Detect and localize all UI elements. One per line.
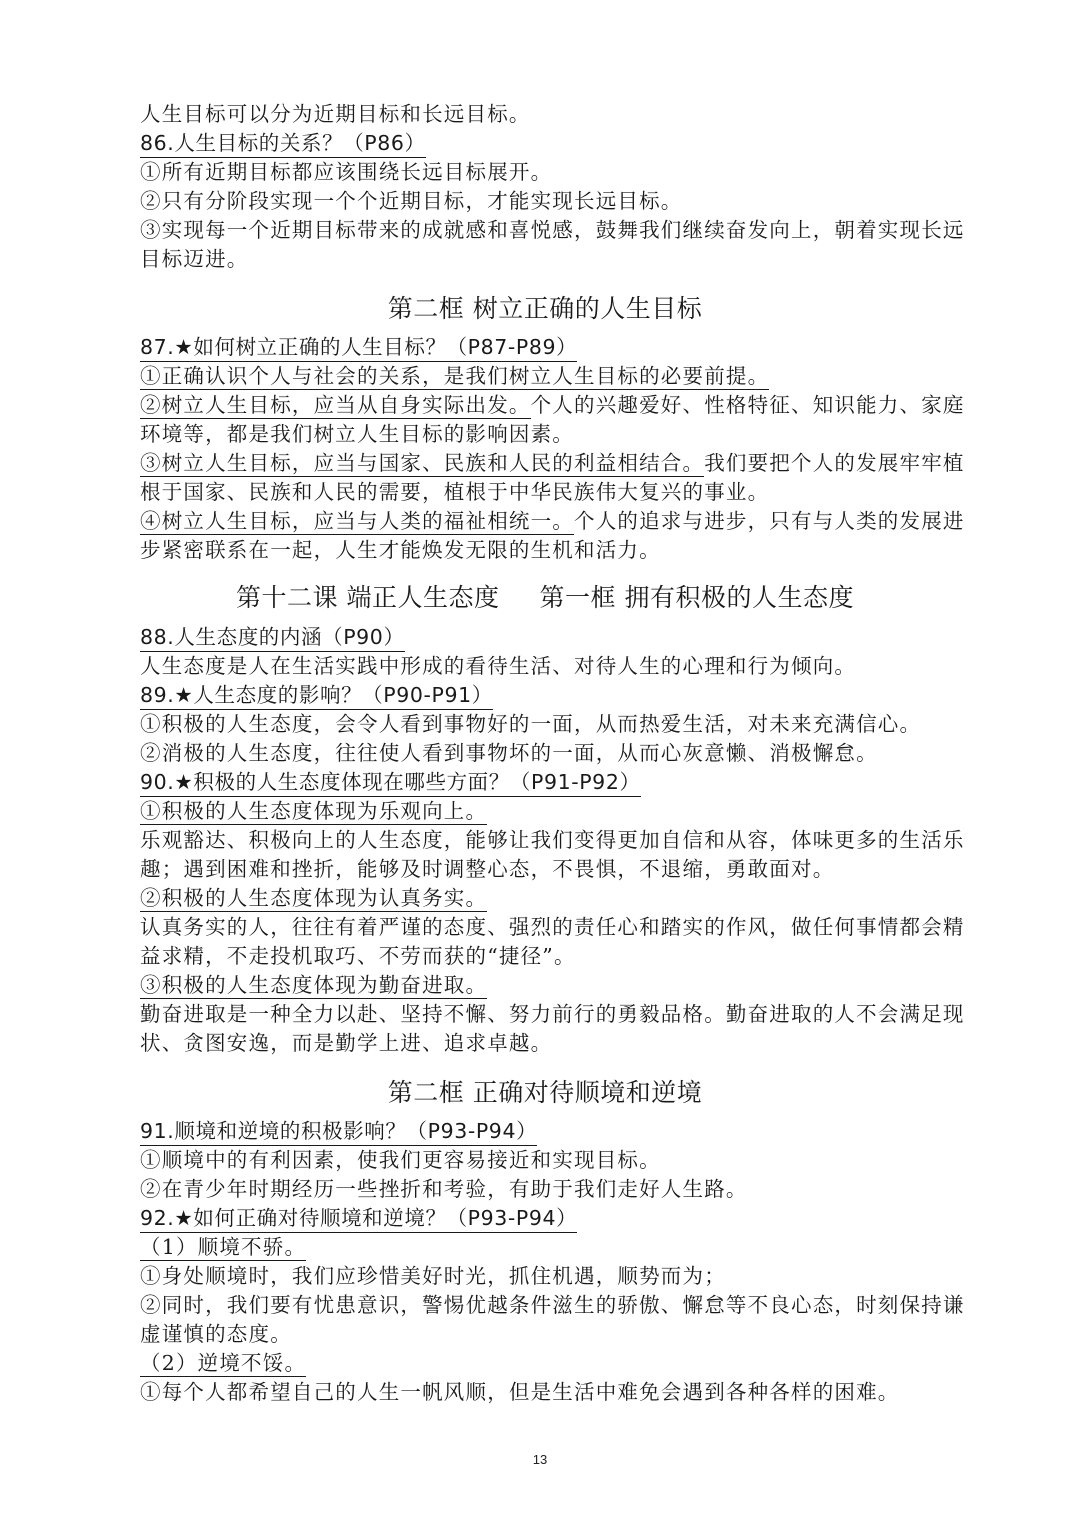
text-line: 人生目标可以分为近期目标和长远目标。 bbox=[140, 102, 531, 126]
lesson-title: 第十二课 端正人生态度 bbox=[236, 583, 500, 612]
answer-line: 目标迈进。 bbox=[140, 247, 249, 271]
key-point: ②积极的人生态度体现为认真务实。 bbox=[140, 886, 488, 910]
answer-text: 个人的追求与进步，只有与人类的发展进 bbox=[574, 509, 965, 533]
question-91 bbox=[140, 1117, 950, 1146]
answer-line bbox=[140, 797, 950, 826]
answer-line bbox=[140, 1349, 950, 1378]
answer-line: ②在青少年时期经历一些挫折和考验，有助于我们走好人生路。 bbox=[140, 1177, 748, 1201]
question-title: 89.★人生态度的影响？（P90-P91） bbox=[140, 682, 493, 710]
key-point: ①正确认识个人与社会的关系，是我们树立人生目标的必要前提。 bbox=[140, 364, 770, 388]
answer-line: 人生态度是人在生活实践中形成的看待生活、对待人生的心理和行为倾向。 bbox=[140, 654, 857, 678]
answer-line bbox=[140, 971, 950, 1000]
answer-line: 根于国家、民族和人民的需要，植根于中华民族伟大复兴的事业。 bbox=[140, 480, 770, 504]
question-87 bbox=[140, 333, 950, 362]
answer-line: ②只有分阶段实现一个个近期目标，才能实现长远目标。 bbox=[140, 189, 683, 213]
answer-line bbox=[140, 362, 950, 391]
section-heading: 第二框 树立正确的人生目标 bbox=[387, 294, 703, 323]
page-content bbox=[140, 100, 965, 1407]
answer-line: 乐观豁达、积极向上的人生态度，能够让我们变得更加自信和从容，体味更多的生活乐 bbox=[140, 828, 965, 852]
question-title: 90.★积极的人生态度体现在哪些方面？（P91-P92） bbox=[140, 769, 641, 797]
question-title: 86.人生目标的关系？（P86） bbox=[140, 130, 426, 158]
page-number: 13 bbox=[532, 1452, 548, 1467]
answer-line: ①每个人都希望自己的人生一帆风顺，但是生活中难免会遇到各种各样的困难。 bbox=[140, 1380, 900, 1404]
question-92 bbox=[140, 1204, 950, 1233]
answer-line bbox=[140, 1233, 950, 1262]
answer-line bbox=[140, 884, 950, 913]
question-88 bbox=[140, 623, 950, 652]
key-point: ②树立人生目标，应当从自身实际出发。 bbox=[140, 393, 531, 417]
question-89 bbox=[140, 681, 950, 710]
section-title: 第一框 拥有积极的人生态度 bbox=[539, 583, 854, 612]
answer-line bbox=[140, 449, 965, 478]
question-86 bbox=[140, 129, 950, 158]
question-title: 88.人生态度的内涵（P90） bbox=[140, 624, 405, 652]
question-90 bbox=[140, 768, 950, 797]
answer-line: ③实现每一个近期目标带来的成就感和喜悦感，鼓舞我们继续奋发向上，朝着实现长远 bbox=[140, 218, 965, 242]
answer-line: 步紧密联系在一起，人生才能焕发无限的生机和活力。 bbox=[140, 538, 661, 562]
answer-line: 环境等，都是我们树立人生目标的影响因素。 bbox=[140, 422, 574, 446]
answer-line: 趣；遇到困难和挫折，能够及时调整心态，不畏惧，不退缩，勇敢面对。 bbox=[140, 857, 835, 881]
key-point: ③积极的人生态度体现为勤奋进取。 bbox=[140, 973, 488, 997]
answer-line: 益求精，不走投机取巧、不劳而获的“捷径”。 bbox=[140, 944, 576, 968]
answer-line: ②同时，我们要有忧患意识，警惕优越条件滋生的骄傲、懈怠等不良心态，时刻保持谦 bbox=[140, 1293, 965, 1317]
question-title: 87.★如何树立正确的人生目标？（P87-P89） bbox=[140, 334, 577, 362]
answer-line: ①所有近期目标都应该围绕长远目标展开。 bbox=[140, 160, 553, 184]
answer-text: 我们要把个人的发展牢牢植 bbox=[704, 451, 965, 475]
answer-line: 勤奋进取是一种全力以赴、坚持不懈、努力前行的勇毅品格。勤奋进取的人不会满足现 bbox=[140, 1002, 965, 1026]
answer-line: ①积极的人生态度，会令人看到事物好的一面，从而热爱生活，对未来充满信心。 bbox=[140, 712, 922, 736]
answer-line bbox=[140, 391, 965, 420]
section-heading: 第二框 正确对待顺境和逆境 bbox=[387, 1078, 703, 1107]
answer-line: 虚谨慎的态度。 bbox=[140, 1322, 292, 1346]
subpoint-title: （2）逆境不馁。 bbox=[140, 1351, 307, 1375]
question-title: 91.顺境和逆境的积极影响？（P93-P94） bbox=[140, 1118, 537, 1146]
answer-line: ②消极的人生态度，往往使人看到事物坏的一面，从而心灰意懒、消极懈怠。 bbox=[140, 741, 878, 765]
lesson-heading bbox=[140, 579, 950, 617]
subpoint-title: （1）顺境不骄。 bbox=[140, 1235, 307, 1259]
key-point: ④树立人生目标，应当与人类的福祉相统一。 bbox=[140, 509, 574, 533]
key-point: ①积极的人生态度体现为乐观向上。 bbox=[140, 799, 488, 823]
answer-line: 认真务实的人，往往有着严谨的态度、强烈的责任心和踏实的作风，做任何事情都会精 bbox=[140, 915, 965, 939]
key-point: ③树立人生目标，应当与国家、民族和人民的利益相结合。 bbox=[140, 451, 705, 475]
answer-text: 个人的兴趣爱好、性格特征、知识能力、家庭 bbox=[530, 393, 965, 417]
answer-line: ①身处顺境时，我们应珍惜美好时光，抓住机遇，顺势而为； bbox=[140, 1264, 726, 1288]
answer-line: 状、贪图安逸，而是勤学上进、追求卓越。 bbox=[140, 1031, 553, 1055]
answer-line: ①顺境中的有利因素，使我们更容易接近和实现目标。 bbox=[140, 1148, 661, 1172]
answer-line bbox=[140, 507, 965, 536]
question-title: 92.★如何正确对待顺境和逆境？（P93-P94） bbox=[140, 1205, 577, 1233]
